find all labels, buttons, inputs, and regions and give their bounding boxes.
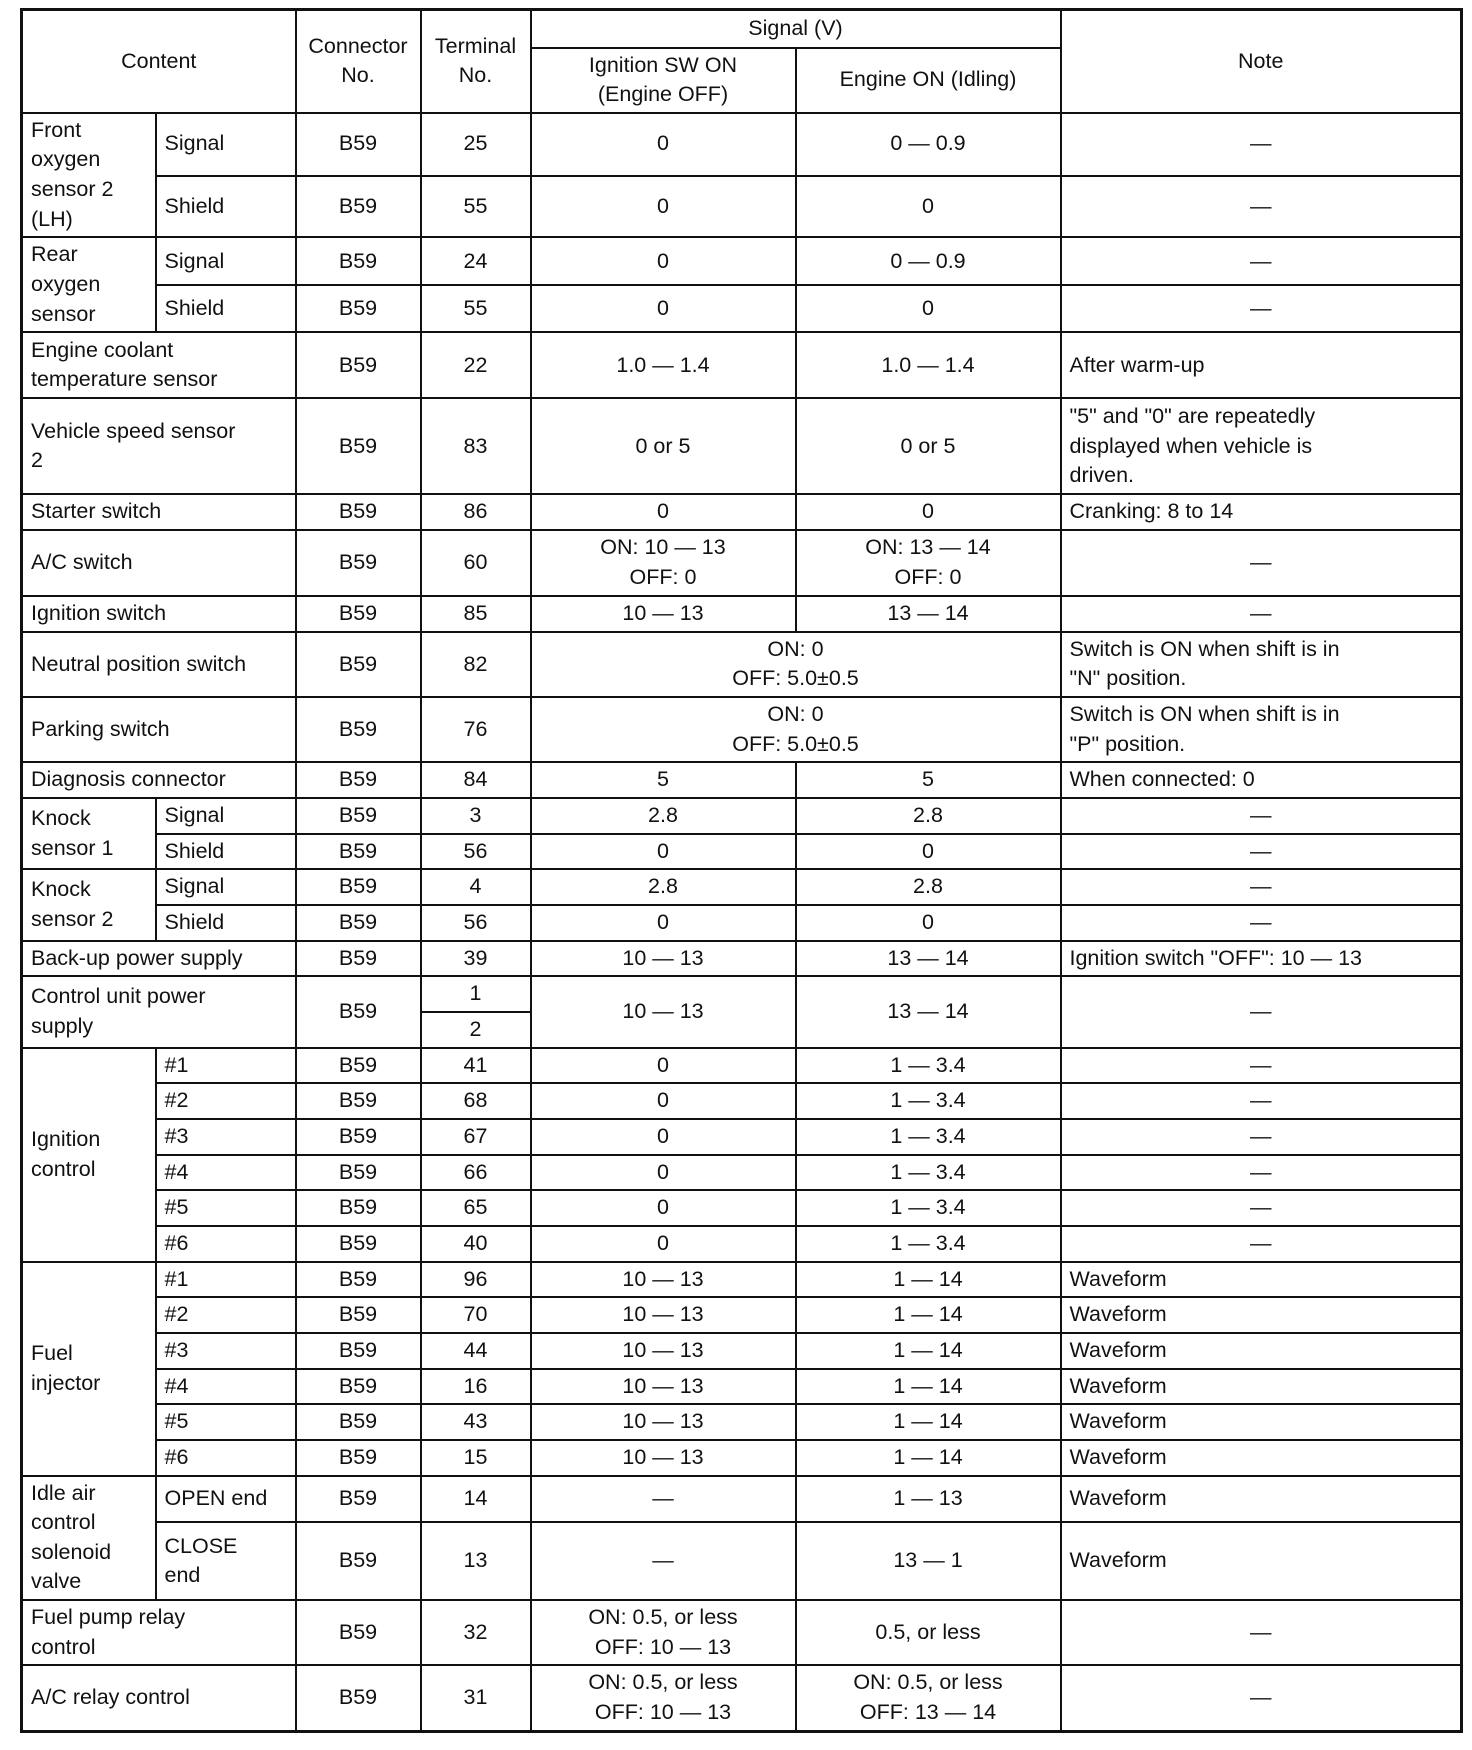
terminal-cell: 76	[421, 697, 531, 762]
row-label-fuel-injector: Fuel injector	[22, 1262, 156, 1476]
table-row	[22, 1404, 1462, 1440]
engine-on-cell: ON: 13 — 14 OFF: 0	[796, 530, 1061, 596]
engine-on-cell: 1.0 — 1.4	[796, 332, 1061, 398]
header-content: Content	[22, 10, 296, 113]
engine-on-cell: 2.8	[796, 869, 1061, 905]
note-cell: Waveform	[1061, 1476, 1462, 1523]
sub-label: #5	[156, 1190, 296, 1226]
terminal-cell: 1	[421, 976, 531, 1012]
sub-label: #1	[156, 1048, 296, 1084]
table-row	[22, 697, 1462, 762]
connector-cell: B59	[296, 976, 421, 1047]
engine-on-cell: 1 — 3.4	[796, 1048, 1061, 1084]
table-row	[22, 941, 1462, 977]
terminal-cell: 85	[421, 596, 531, 632]
header-engine-on: Engine ON (Idling)	[796, 48, 1061, 113]
row-label-ign-switch: Ignition switch	[22, 596, 296, 632]
sub-label: #5	[156, 1404, 296, 1440]
engine-on-cell: 0	[796, 494, 1061, 530]
note-cell: Switch is ON when shift is in "P" position.	[1061, 697, 1462, 762]
sub-label: #4	[156, 1155, 296, 1191]
terminal-cell: 66	[421, 1155, 531, 1191]
table-row	[22, 530, 1462, 596]
sub-label: #3	[156, 1119, 296, 1155]
note-cell: "5" and "0" are repeatedly displayed when vehicle is driven.	[1061, 398, 1462, 494]
connector-cell: B59	[296, 237, 421, 285]
connector-cell: B59	[296, 905, 421, 941]
engine-on-cell: 0	[796, 834, 1061, 870]
engine-on-cell: 0	[796, 285, 1061, 332]
sub-label: Signal	[156, 869, 296, 905]
connector-cell: B59	[296, 1262, 421, 1298]
note-cell: Waveform	[1061, 1404, 1462, 1440]
row-label-iac: Idle air control solenoid valve	[22, 1476, 156, 1601]
table-row	[22, 834, 1462, 870]
terminal-cell: 44	[421, 1333, 531, 1369]
table-row	[22, 905, 1462, 941]
connector-cell: B59	[296, 697, 421, 762]
row-label-neutral: Neutral position switch	[22, 632, 296, 697]
ign-on-cell: ON: 10 — 13 OFF: 0	[531, 530, 796, 596]
note-cell: —	[1061, 976, 1462, 1047]
connector-cell: B59	[296, 632, 421, 697]
engine-on-cell: 0.5, or less	[796, 1600, 1061, 1665]
connector-cell: B59	[296, 530, 421, 596]
terminal-cell: 22	[421, 332, 531, 398]
terminal-cell: 14	[421, 1476, 531, 1523]
engine-on-cell: 13 — 1	[796, 1522, 1061, 1600]
table-row	[22, 1226, 1462, 1262]
connector-cell: B59	[296, 1522, 421, 1600]
connector-cell: B59	[296, 834, 421, 870]
ign-on-cell: 0	[531, 494, 796, 530]
engine-on-cell: 1 — 14	[796, 1369, 1061, 1405]
sub-label: #6	[156, 1440, 296, 1476]
table-row	[22, 285, 1462, 332]
table-row	[22, 1333, 1462, 1369]
sub-label: Shield	[156, 905, 296, 941]
ign-on-cell: —	[531, 1476, 796, 1523]
note-cell: —	[1061, 905, 1462, 941]
terminal-cell: 84	[421, 762, 531, 798]
ign-on-cell: ON: 0.5, or less OFF: 10 — 13	[531, 1600, 796, 1665]
connector-cell: B59	[296, 1665, 421, 1731]
terminal-cell: 83	[421, 398, 531, 494]
note-cell: —	[1061, 798, 1462, 834]
engine-on-cell: 1 — 3.4	[796, 1083, 1061, 1119]
header-connector: Connector No.	[296, 10, 421, 113]
terminal-cell: 86	[421, 494, 531, 530]
terminal-cell: 96	[421, 1262, 531, 1298]
terminal-cell: 13	[421, 1522, 531, 1600]
note-cell: —	[1061, 1600, 1462, 1665]
table-row	[22, 1048, 1462, 1084]
row-label-starter: Starter switch	[22, 494, 296, 530]
ecm-signal-table	[20, 8, 1463, 1733]
terminal-cell: 16	[421, 1369, 531, 1405]
note-cell: —	[1061, 1083, 1462, 1119]
connector-cell: B59	[296, 332, 421, 398]
terminal-cell: 55	[421, 176, 531, 238]
terminal-cell: 3	[421, 798, 531, 834]
terminal-cell: 15	[421, 1440, 531, 1476]
signal-cell: ON: 0 OFF: 5.0±0.5	[531, 697, 1061, 762]
note-cell: —	[1061, 834, 1462, 870]
connector-cell: B59	[296, 1048, 421, 1084]
connector-cell: B59	[296, 176, 421, 238]
note-cell: Waveform	[1061, 1440, 1462, 1476]
table-row	[22, 1440, 1462, 1476]
ign-on-cell: 0	[531, 834, 796, 870]
table-row	[22, 1262, 1462, 1298]
connector-cell: B59	[296, 494, 421, 530]
row-label-cu-power: Control unit power supply	[22, 976, 296, 1047]
connector-cell: B59	[296, 285, 421, 332]
engine-on-cell: 1 — 13	[796, 1476, 1061, 1523]
row-label-ignition-control: Ignition control	[22, 1048, 156, 1262]
engine-on-cell: 1 — 14	[796, 1404, 1061, 1440]
table-row	[22, 596, 1462, 632]
engine-on-cell: 1 — 3.4	[796, 1190, 1061, 1226]
connector-cell: B59	[296, 398, 421, 494]
row-label-ac-relay: A/C relay control	[22, 1665, 296, 1731]
note-cell: —	[1061, 1226, 1462, 1262]
note-cell: —	[1061, 237, 1462, 285]
engine-on-cell: 1 — 3.4	[796, 1119, 1061, 1155]
ign-on-cell: 0	[531, 285, 796, 332]
terminal-cell: 39	[421, 941, 531, 977]
ign-on-cell: 10 — 13	[531, 1333, 796, 1369]
ign-on-cell: 0	[531, 113, 796, 176]
ign-on-cell: 0 or 5	[531, 398, 796, 494]
note-cell: After warm-up	[1061, 332, 1462, 398]
engine-on-cell: 1 — 3.4	[796, 1226, 1061, 1262]
terminal-cell: 25	[421, 113, 531, 176]
table-row	[22, 1369, 1462, 1405]
ign-on-cell: 10 — 13	[531, 1440, 796, 1476]
sub-label: OPEN end	[156, 1476, 296, 1523]
engine-on-cell: 1 — 3.4	[796, 1155, 1061, 1191]
note-cell: —	[1061, 113, 1462, 176]
ign-on-cell: 10 — 13	[531, 1369, 796, 1405]
connector-cell: B59	[296, 941, 421, 977]
engine-on-cell: 0	[796, 176, 1061, 238]
note-cell: —	[1061, 869, 1462, 905]
connector-cell: B59	[296, 1083, 421, 1119]
ign-on-cell: 0	[531, 1083, 796, 1119]
table-row	[22, 1083, 1462, 1119]
table-row	[22, 1119, 1462, 1155]
row-label-parking: Parking switch	[22, 697, 296, 762]
engine-on-cell: ON: 0.5, or less OFF: 13 — 14	[796, 1665, 1061, 1731]
header-note: Note	[1061, 10, 1462, 113]
table-row	[22, 762, 1462, 798]
engine-on-cell: 13 — 14	[796, 941, 1061, 977]
terminal-cell: 41	[421, 1048, 531, 1084]
ign-on-cell: 10 — 13	[531, 1404, 796, 1440]
table-row	[22, 1522, 1462, 1600]
terminal-cell: 67	[421, 1119, 531, 1155]
table-row	[22, 113, 1462, 176]
ign-on-cell: 10 — 13	[531, 976, 796, 1047]
table-row	[22, 976, 1462, 1012]
header-signal: Signal (V)	[531, 10, 1061, 48]
table-row	[22, 332, 1462, 398]
sub-label: #1	[156, 1262, 296, 1298]
terminal-cell: 65	[421, 1190, 531, 1226]
engine-on-cell: 2.8	[796, 798, 1061, 834]
connector-cell: B59	[296, 1226, 421, 1262]
sub-label: #2	[156, 1083, 296, 1119]
note-cell: Ignition switch "OFF": 10 — 13	[1061, 941, 1462, 977]
engine-on-cell: 0 — 0.9	[796, 113, 1061, 176]
connector-cell: B59	[296, 1476, 421, 1523]
sub-label: #4	[156, 1369, 296, 1405]
row-label-coolant: Engine coolant temperature sensor	[22, 332, 296, 398]
ign-on-cell: 0	[531, 237, 796, 285]
connector-cell: B59	[296, 1369, 421, 1405]
engine-on-cell: 13 — 14	[796, 976, 1061, 1047]
terminal-cell: 60	[421, 530, 531, 596]
ign-on-cell: ON: 0.5, or less OFF: 10 — 13	[531, 1665, 796, 1731]
row-label-backup: Back-up power supply	[22, 941, 296, 977]
engine-on-cell: 0	[796, 905, 1061, 941]
note-cell: —	[1061, 530, 1462, 596]
signal-cell: ON: 0 OFF: 5.0±0.5	[531, 632, 1061, 697]
note-cell: —	[1061, 285, 1462, 332]
note-cell: Waveform	[1061, 1262, 1462, 1298]
connector-cell: B59	[296, 596, 421, 632]
sub-label: Signal	[156, 798, 296, 834]
connector-cell: B59	[296, 762, 421, 798]
sub-label: #6	[156, 1226, 296, 1262]
terminal-cell: 4	[421, 869, 531, 905]
ign-on-cell: 0	[531, 176, 796, 238]
table-row	[22, 398, 1462, 494]
connector-cell: B59	[296, 1119, 421, 1155]
connector-cell: B59	[296, 1600, 421, 1665]
signal-table-page	[20, 8, 1460, 1733]
terminal-cell: 24	[421, 237, 531, 285]
terminal-cell: 32	[421, 1600, 531, 1665]
ign-on-cell: 0	[531, 1048, 796, 1084]
terminal-cell: 56	[421, 905, 531, 941]
table-row	[22, 1297, 1462, 1333]
table-row	[22, 869, 1462, 905]
engine-on-cell: 0 or 5	[796, 398, 1061, 494]
ign-on-cell: 10 — 13	[531, 1297, 796, 1333]
row-label-front-o2: Front oxygen sensor 2 (LH)	[22, 113, 156, 238]
table-row	[22, 1155, 1462, 1191]
table-row	[22, 1476, 1462, 1523]
note-cell: Cranking: 8 to 14	[1061, 494, 1462, 530]
table-row	[22, 798, 1462, 834]
row-label-knock2: Knock sensor 2	[22, 869, 156, 940]
note-cell: Switch is ON when shift is in "N" position.	[1061, 632, 1462, 697]
connector-cell: B59	[296, 798, 421, 834]
sub-label: #2	[156, 1297, 296, 1333]
ign-on-cell: 2.8	[531, 798, 796, 834]
connector-cell: B59	[296, 1440, 421, 1476]
connector-cell: B59	[296, 113, 421, 176]
note-cell: —	[1061, 1665, 1462, 1731]
connector-cell: B59	[296, 1155, 421, 1191]
note-cell: —	[1061, 1119, 1462, 1155]
ign-on-cell: 5	[531, 762, 796, 798]
sub-label: CLOSE end	[156, 1522, 296, 1600]
row-label-ac-switch: A/C switch	[22, 530, 296, 596]
connector-cell: B59	[296, 869, 421, 905]
connector-cell: B59	[296, 1404, 421, 1440]
sub-label: Shield	[156, 834, 296, 870]
header-terminal: Terminal No.	[421, 10, 531, 113]
ign-on-cell: —	[531, 1522, 796, 1600]
ign-on-cell: 0	[531, 1155, 796, 1191]
table-row	[22, 632, 1462, 697]
sub-label: #3	[156, 1333, 296, 1369]
engine-on-cell: 1 — 14	[796, 1262, 1061, 1298]
ign-on-cell: 1.0 — 1.4	[531, 332, 796, 398]
ign-on-cell: 0	[531, 905, 796, 941]
table-row	[22, 1600, 1462, 1665]
row-label-vss: Vehicle speed sensor 2	[22, 398, 296, 494]
note-cell: Waveform	[1061, 1297, 1462, 1333]
sub-label: Signal	[156, 113, 296, 176]
row-label-fuel-pump: Fuel pump relay control	[22, 1600, 296, 1665]
note-cell: —	[1061, 176, 1462, 238]
table-header	[22, 10, 1462, 113]
engine-on-cell: 0 — 0.9	[796, 237, 1061, 285]
note-cell: —	[1061, 1155, 1462, 1191]
row-label-knock1: Knock sensor 1	[22, 798, 156, 869]
note-cell: Waveform	[1061, 1333, 1462, 1369]
terminal-cell: 56	[421, 834, 531, 870]
terminal-cell: 82	[421, 632, 531, 697]
engine-on-cell: 1 — 14	[796, 1440, 1061, 1476]
table-row	[22, 237, 1462, 285]
engine-on-cell: 1 — 14	[796, 1333, 1061, 1369]
note-cell: Waveform	[1061, 1522, 1462, 1600]
note-cell: —	[1061, 1048, 1462, 1084]
note-cell: Waveform	[1061, 1369, 1462, 1405]
note-cell: —	[1061, 1190, 1462, 1226]
ign-on-cell: 0	[531, 1190, 796, 1226]
row-label-diag: Diagnosis connector	[22, 762, 296, 798]
terminal-cell: 43	[421, 1404, 531, 1440]
sub-label: Signal	[156, 237, 296, 285]
note-cell: When connected: 0	[1061, 762, 1462, 798]
engine-on-cell: 13 — 14	[796, 596, 1061, 632]
sub-label: Shield	[156, 285, 296, 332]
ign-on-cell: 10 — 13	[531, 1262, 796, 1298]
ign-on-cell: 2.8	[531, 869, 796, 905]
connector-cell: B59	[296, 1333, 421, 1369]
ign-on-cell: 10 — 13	[531, 596, 796, 632]
terminal-cell: 68	[421, 1083, 531, 1119]
table-row	[22, 176, 1462, 238]
terminal-cell: 2	[421, 1012, 531, 1048]
ign-on-cell: 10 — 13	[531, 941, 796, 977]
engine-on-cell: 1 — 14	[796, 1297, 1061, 1333]
connector-cell: B59	[296, 1190, 421, 1226]
ign-on-cell: 0	[531, 1119, 796, 1155]
note-cell: —	[1061, 596, 1462, 632]
connector-cell: B59	[296, 1297, 421, 1333]
terminal-cell: 55	[421, 285, 531, 332]
terminal-cell: 31	[421, 1665, 531, 1731]
ign-on-cell: 0	[531, 1226, 796, 1262]
table-row	[22, 1190, 1462, 1226]
table-row	[22, 1665, 1462, 1731]
table-row	[22, 494, 1462, 530]
header-ign-on: Ignition SW ON (Engine OFF)	[531, 48, 796, 113]
row-label-rear-o2: Rear oxygen sensor	[22, 237, 156, 332]
terminal-cell: 40	[421, 1226, 531, 1262]
terminal-cell: 70	[421, 1297, 531, 1333]
engine-on-cell: 5	[796, 762, 1061, 798]
sub-label: Shield	[156, 176, 296, 238]
